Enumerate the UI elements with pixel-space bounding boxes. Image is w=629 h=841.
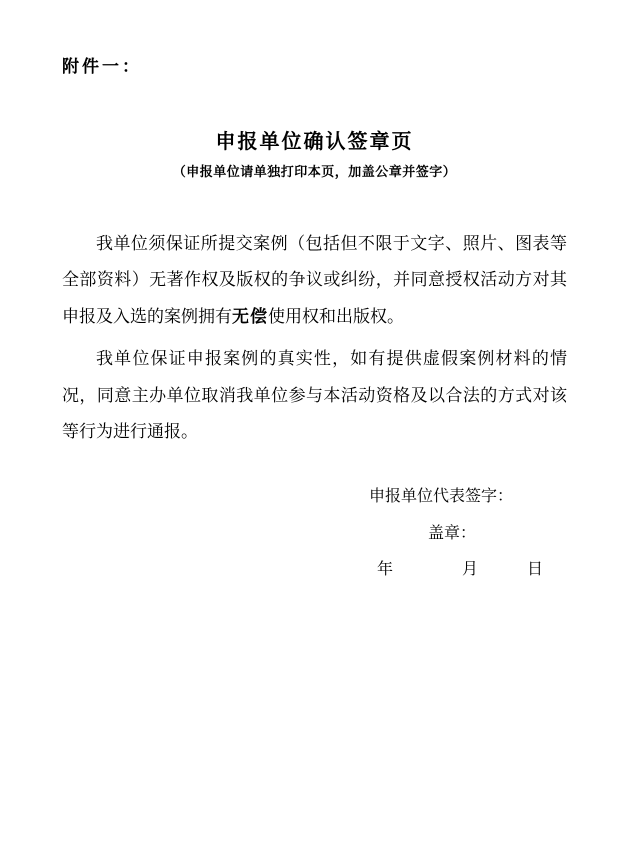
signature-block	[0, 487, 629, 580]
paragraph-authenticity: 我单位保证申报案例的真实性，如有提供虚假案例材料的情况，同意主办单位取消我单位参与本活动资格及以合法的方式对该等行为进行通报。	[62, 349, 567, 442]
date-line	[377, 560, 629, 580]
attachment-label: 附件一：	[62, 57, 142, 76]
emphasis-free-of-charge: 无偿	[232, 306, 268, 326]
day-label: 日	[527, 561, 544, 579]
document-body	[62, 226, 567, 450]
page-title: 申报单位确认签章页	[215, 131, 414, 153]
paragraph-copyright-suffix: 使用权和出版权。	[268, 306, 404, 326]
paragraph-copyright	[62, 226, 567, 335]
year-label: 年	[377, 561, 394, 579]
representative-signature-label: 申报单位代表签字：	[369, 488, 514, 506]
paragraph-copyright-prefix: 我单位须保证所提交案例（包括但不限于文字、照片、图表等全部资料）无著作权及版权的争议或纠纷，并同意授权活动方对其申报及入选的案例拥有	[62, 234, 567, 326]
page-subtitle: （申报单位请单独打印本页，加盖公章并签字）	[172, 164, 457, 179]
month-label: 月	[462, 561, 479, 579]
seal-label: 盖章：	[428, 525, 477, 543]
